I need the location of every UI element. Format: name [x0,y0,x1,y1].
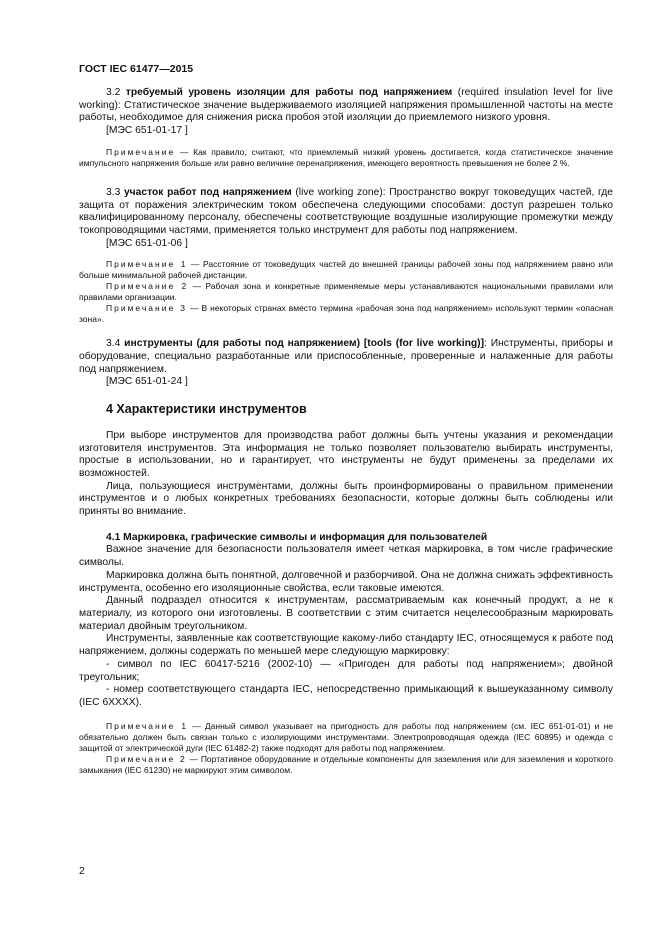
note-label: Примечание 3 [106,303,187,314]
paragraph: Важное значение для безопасности пользователя имеет четкая маркировка, в том числе графические символы. [79,544,613,569]
term-3-4 [79,338,613,376]
note [79,721,613,754]
note-text: — В некоторых странах вместо термина «рабочая зона под напряжением» используют термин «опасная зона». [79,303,613,325]
note-label: Примечание 2 [106,281,189,292]
term-title-en: [tools (for live working)] [360,338,485,350]
term-title: инструменты (для работы под напряжением) [124,338,361,350]
term-title: требуемый уровень изоляции для работы под напряжением [125,87,453,98]
note [79,303,613,325]
paragraph: При выборе инструментов для производства работ должны быть учтены указания и рекомендации изготовителя инструментов. Эта информация не только позволяет пользователю выбирать инструменты, простые в использовании, но и гарантирует, что инструменты не будут применены за пределами их возможностей. [79,429,613,479]
term-definition: (live working zone): Пространство вокруг токоведущих частей, где защита от поражения электрическим током обеспечена следующими способами: доступ разрешен только квалифицированному персоналу, обеспечены соответствующие воздушные изолирующие промежутки между токопроводящими частями, применяется только инструмент для работы под напряжением. [79,186,613,236]
term-number: 3.4 [106,338,125,350]
note-label: Примечание [106,146,176,157]
section-heading: 4 Характеристики инструментов [106,402,307,417]
subsection-heading: 4.1 Маркировка, графические символы и информация для пользователей [106,531,488,543]
term-number: 3.2 [106,87,126,98]
note-label: Примечание 1 [106,720,189,731]
term-definition: : Инструменты, приборы и оборудование, специально разработанные или приспособленные, проверенные и налаженные для работы под напряжением. [79,338,613,375]
term-definition: (required insulation level for live working): Статистическое значение выдерживаемого изоляцией напряжения промышленной частоты на месте работы, необходимое для снижения риска пробоя этой изоляции до приемлемого низкого уровня. [79,87,613,124]
note-text: — Рабочая зона и конкретные применяемые меры устанавливаются национальными правилами или правилами организации. [79,281,613,303]
term-3-2 [79,87,613,125]
note [79,259,613,281]
list-item: - символ по IEC 60417-5216 (2002-10) — «Пригоден для работы под напряжением»; двойной треугольник; [79,658,613,683]
note [79,147,613,169]
term-number: 3.3 [106,186,124,198]
note-text: — Данный символ указывает на пригодность для работы под напряжением (см. IEC 651-01-01) и не обязательно должен быть связан только с изолирующими инструментами. Электропроводящая одежда (IEC 60895) и одежда с защитой от электрической дуги (IEC 61482-2) также подходят для работы под напряжением. [79,720,613,753]
term-reference: [МЭС 651-01-17 ] [106,125,188,137]
note-text: — Портативное оборудование и отдельные компоненты для заземления или для заземления и короткого замыкания (IEC 61230) не маркируют этим символом. [79,753,613,775]
list-item: - номер соответствующего стандарта IEC, непосредственно примыкающий к вышеуказанному символу (IEC 6XXXX). [79,684,613,708]
paragraph: Маркировка должна быть понятной, долговечной и разборчивой. Она не должна снижать эффективность инструмента, особенно его изоляционные свойства, если таковые имеются. [79,569,613,594]
paragraph: Инструменты, заявленные как соответствующие какому-либо стандарту IEC, относящемуся к работе под напряжением, должны содержать по меньшей мере следующую маркировку: [79,633,613,658]
page-number: 2 [79,865,85,877]
note [79,754,613,776]
note-label: Примечание 2 [106,753,187,764]
term-title: участок работ под напряжением [123,186,292,198]
document-body [79,87,613,776]
paragraph: Лица, пользующиеся инструментами, должны быть проинформированы о правильном применении инструментов и о любых конкретных требованиях безопасности, которые должны быть соблюдены или приняты во внимание. [79,480,613,518]
note-text: — Как правило, считают, что приемлемый низкий уровень достигается, когда статистическое значение импульсного напряжения больше или равно величине перенапряжения, имеющего вероятность превышения не более 2 %. [79,146,613,168]
paragraph: Данный подраздел относится к инструментам, рассматриваемым как конечный продукт, а не к материалу, из которого они изготовлены. В соответствии с этим считается нецелесообразным маркировать материал двойным треугольником. [79,595,613,632]
term-3-3 [79,187,613,238]
note [79,281,613,303]
term-reference: [МЭС 651-01-24 ] [106,376,188,388]
term-reference: [МЭС 651-01-06 ] [106,237,188,249]
document-header: ГОСТ IEC 61477—2015 [79,63,194,75]
note-text: — Расстояние от токоведущих частей до внешней границы рабочей зоны под напряжением равно или больше минимальной рабочей дистанции. [79,259,613,281]
note-label: Примечание 1 [106,259,188,270]
